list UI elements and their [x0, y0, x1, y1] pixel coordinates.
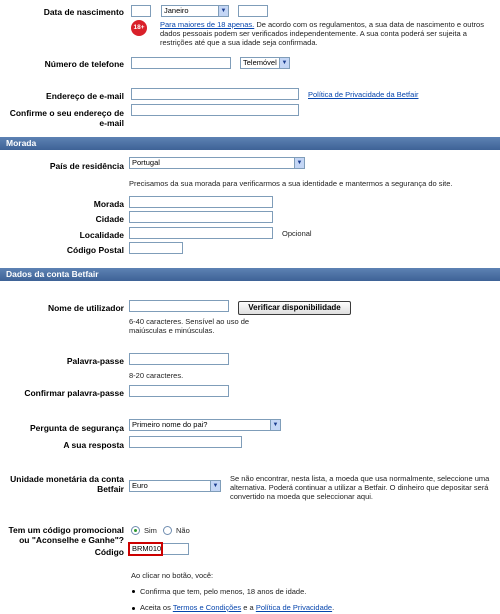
chevron-down-icon: ▼ [210, 481, 220, 491]
email-input[interactable] [131, 88, 299, 100]
security-question-select[interactable] [129, 419, 281, 431]
confirm-password-label: Confirmar palavra-passe [24, 388, 124, 398]
birth-year-input[interactable] [238, 5, 268, 17]
promo-no-label: Não [176, 526, 190, 535]
birth-date-label: Data de nascimento [43, 7, 124, 17]
chevron-down-icon: ▼ [279, 58, 289, 68]
answer-label: A sua resposta [63, 440, 124, 450]
bullet-icon [132, 607, 135, 610]
postcode-input[interactable] [129, 242, 183, 254]
terms-conditions-link[interactable]: Termos e Condições [172, 603, 242, 612]
username-hint: 6-40 caracteres. Sensível ao uso de maiúsculas e minúsculas. [129, 317, 250, 335]
country-value: Portugal [132, 158, 160, 167]
terms-age-confirmation: Confirma que tem, pelo menos, 18 anos de idade. [140, 587, 307, 596]
city-label: Cidade [95, 214, 124, 224]
address-section-header: Morada [0, 137, 500, 150]
country-label: País de residência [49, 161, 124, 171]
terms-suffix: . [332, 603, 335, 612]
email-label: Endereço de e-mail [46, 91, 124, 101]
check-availability-button[interactable]: Verificar disponibilidade [238, 301, 351, 315]
birth-day-input[interactable] [131, 5, 151, 17]
phone-type-value: Telemóvel [243, 58, 277, 67]
promo-yes-label: Sim [144, 526, 157, 535]
birth-month-select[interactable] [161, 5, 229, 17]
promo-question-label: Tem um código promocional ou "Aconselhe e Ganhe"? [8, 525, 124, 545]
security-question-value: Primeiro nome do pai? [132, 420, 208, 429]
terms-prefix: Aceita os [140, 603, 171, 612]
age-restriction-link[interactable]: Para maiores de 18 apenas. [160, 20, 255, 29]
terms-privacy-link[interactable]: Política de Privacidade [255, 603, 333, 612]
phone-label: Número de telefone [44, 59, 124, 69]
locality-input[interactable] [129, 227, 273, 239]
answer-input[interactable] [129, 436, 242, 448]
chevron-down-icon: ▼ [218, 6, 228, 16]
bullet-icon [132, 590, 135, 593]
currency-note: Se não encontrar, nesta lista, a moeda que usa normalmente, seleccione uma alternativa. Poderá continuar a utilizar a Betfair. O dinheiro que depositar será convertido na moeda que seleccionar aqui. [230, 474, 490, 501]
birth-month-value: Janeiro [164, 6, 189, 15]
street-input[interactable] [129, 196, 273, 208]
currency-select[interactable] [129, 480, 221, 492]
promo-no-radio[interactable] [163, 526, 172, 535]
username-input[interactable] [129, 300, 229, 312]
optional-label: Opcional [282, 229, 312, 238]
password-input[interactable] [129, 353, 229, 365]
promo-yes-radio[interactable] [131, 526, 140, 535]
confirm-email-label: Confirme o seu endereço de e-mail [9, 108, 124, 128]
privacy-policy-link[interactable]: Política de Privacidade da Betfair [308, 90, 419, 99]
locality-label: Localidade [79, 230, 124, 240]
chevron-down-icon: ▼ [270, 420, 280, 430]
promo-code-label: Código [94, 547, 124, 557]
currency-value: Euro [132, 481, 148, 490]
city-input[interactable] [129, 211, 273, 223]
age-notice-text: De acordo com os regulamentos, a sua data de nascimento e outros dados pessoais podem ser verificados independentemente. A sua conta poderá ser sujeita a restrições até que a sua idade seja confirmada. [160, 20, 484, 47]
password-label: Palavra-passe [66, 356, 124, 366]
age-notice [160, 20, 490, 47]
country-select[interactable] [129, 157, 305, 169]
chevron-down-icon: ▼ [294, 158, 304, 168]
age-18-badge-icon: 18+ [131, 20, 147, 36]
currency-label: Unidade monetária da conta Betfair [10, 474, 124, 494]
phone-input[interactable] [131, 57, 231, 69]
terms-mid: e a [243, 603, 254, 612]
security-question-label: Pergunta de segurança [29, 423, 124, 433]
terms-acceptance [140, 603, 334, 612]
confirm-email-input[interactable] [131, 104, 299, 116]
phone-type-select[interactable] [240, 57, 290, 69]
password-hint: 8-20 caracteres. [129, 371, 184, 380]
account-section-header: Dados da conta Betfair [0, 268, 500, 281]
confirm-password-input[interactable] [129, 385, 229, 397]
username-label: Nome de utilizador [47, 303, 124, 313]
street-label: Morada [93, 199, 124, 209]
terms-intro: Ao clicar no botão, você: [131, 571, 214, 580]
promo-code-highlight: BRM010 [128, 542, 163, 556]
postcode-label: Código Postal [66, 245, 124, 255]
address-note: Precisamos da sua morada para verificarmos a sua identidade e mantermos a segurança do site. [129, 179, 453, 188]
